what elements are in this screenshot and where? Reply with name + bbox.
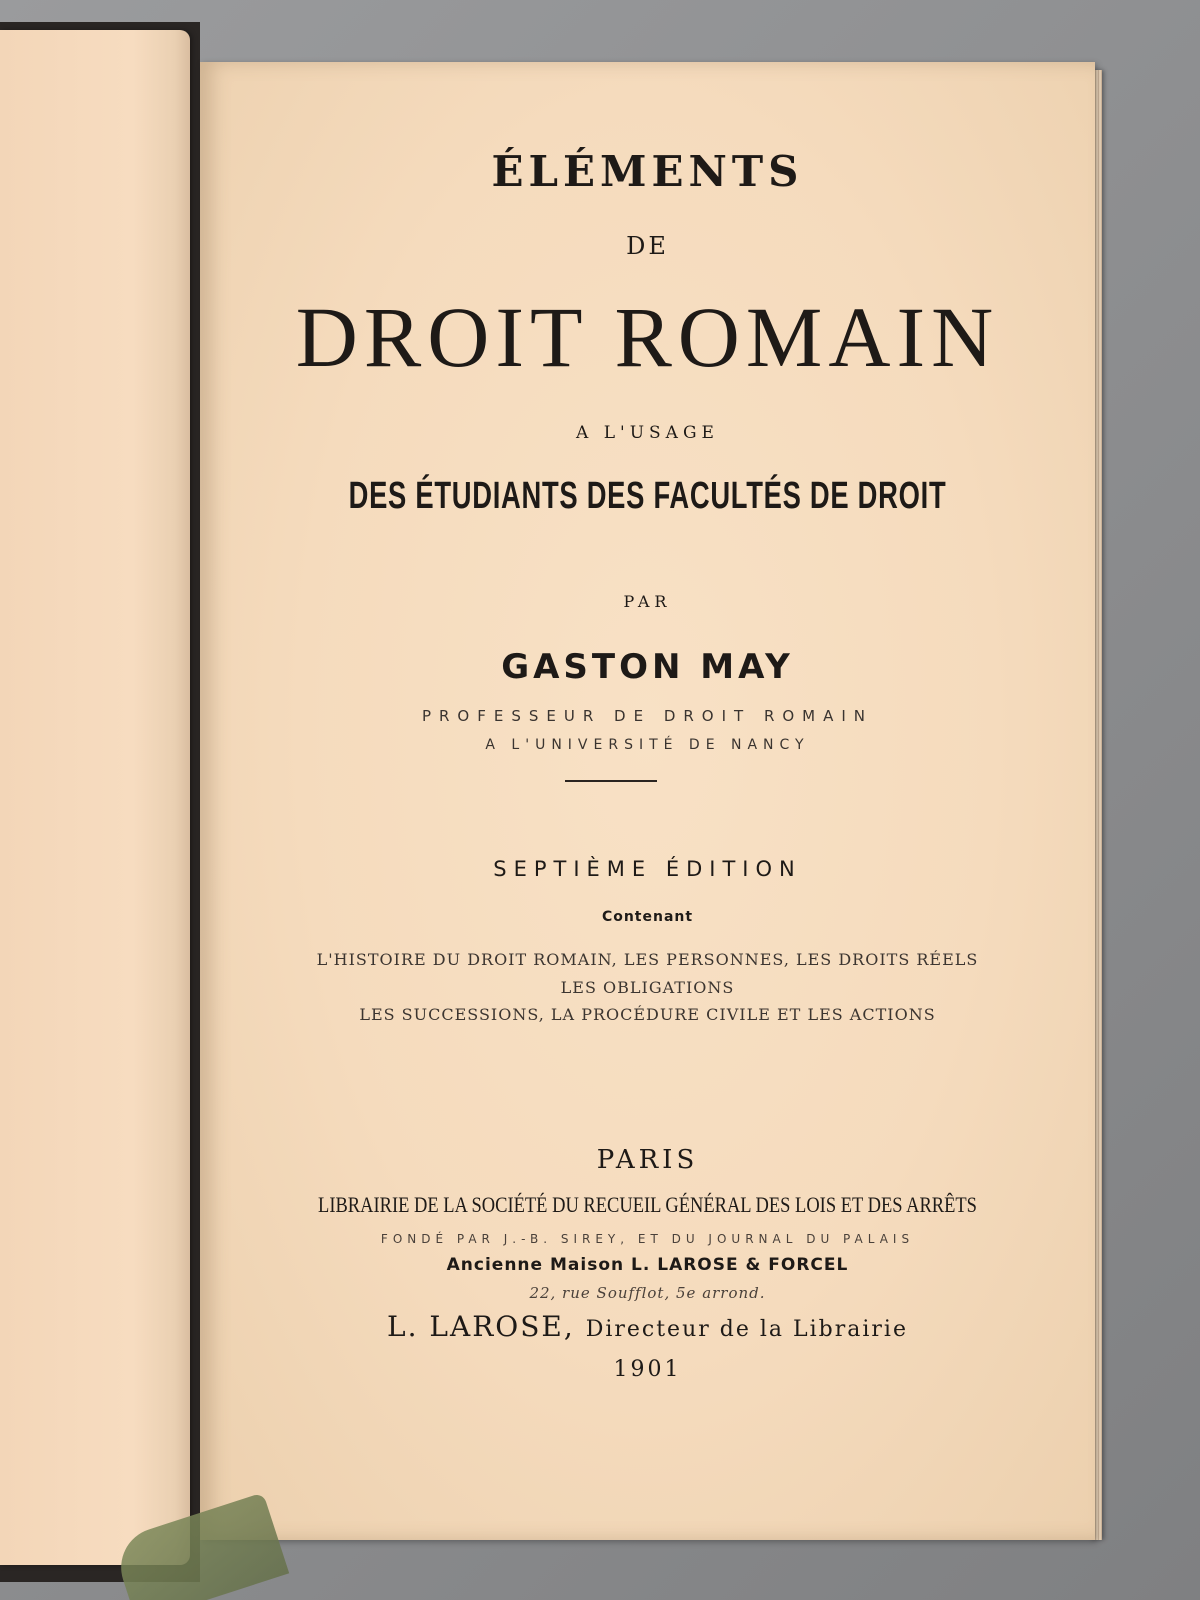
publication-year: 1901 bbox=[613, 1357, 682, 1382]
contents-line-1: L'HISTOIRE DU DROIT ROMAIN, LES PERSONNES, LES DROITS RÉELS bbox=[316, 950, 979, 969]
director-role: Directeur de la Librairie bbox=[585, 1317, 908, 1342]
publisher: LIBRAIRIE DE LA SOCIÉTÉ DU RECUEIL GÉNÉRAL DES LOIS ET DES ARRÊTS bbox=[318, 1192, 977, 1217]
par-line: PAR bbox=[623, 592, 672, 611]
publisher-address: 22, rue Soufflot, 5e arrond. bbox=[529, 1284, 766, 1302]
usage-line: A L'USAGE bbox=[576, 423, 719, 443]
title-de: DE bbox=[626, 232, 669, 260]
director-name: L. LAROSE, bbox=[387, 1310, 575, 1343]
audience-line: DES ÉTUDIANTS DES FACULTÉS DE DROIT bbox=[348, 475, 947, 517]
left-page bbox=[0, 30, 190, 1565]
publisher-founded: FONDÉ PAR J.-B. SIREY, ET DU JOURNAL DU PALAIS bbox=[380, 1232, 915, 1246]
edition-line: SEPTIÈME ÉDITION bbox=[493, 857, 802, 881]
contenant-label: Contenant bbox=[601, 909, 694, 925]
author-affiliation: A L'UNIVERSITÉ DE NANCY bbox=[485, 737, 810, 753]
main-title: DROIT ROMAIN bbox=[295, 289, 1000, 385]
title-page bbox=[200, 62, 1095, 1540]
city: PARIS bbox=[596, 1145, 699, 1175]
former-house: Ancienne Maison L. LAROSE & FORCEL bbox=[446, 1255, 849, 1275]
director-line bbox=[200, 1310, 1095, 1343]
author-title: PROFESSEUR DE DROIT ROMAIN bbox=[421, 707, 874, 725]
contents-line-2: LES OBLIGATIONS bbox=[560, 978, 735, 997]
title-elements: ÉLÉMENTS bbox=[491, 147, 804, 196]
author-name: GASTON MAY bbox=[501, 647, 794, 687]
divider-rule bbox=[565, 780, 657, 782]
contents-line-3: LES SUCCESSIONS, LA PROCÉDURE CIVILE ET LES ACTIONS bbox=[359, 1005, 936, 1024]
